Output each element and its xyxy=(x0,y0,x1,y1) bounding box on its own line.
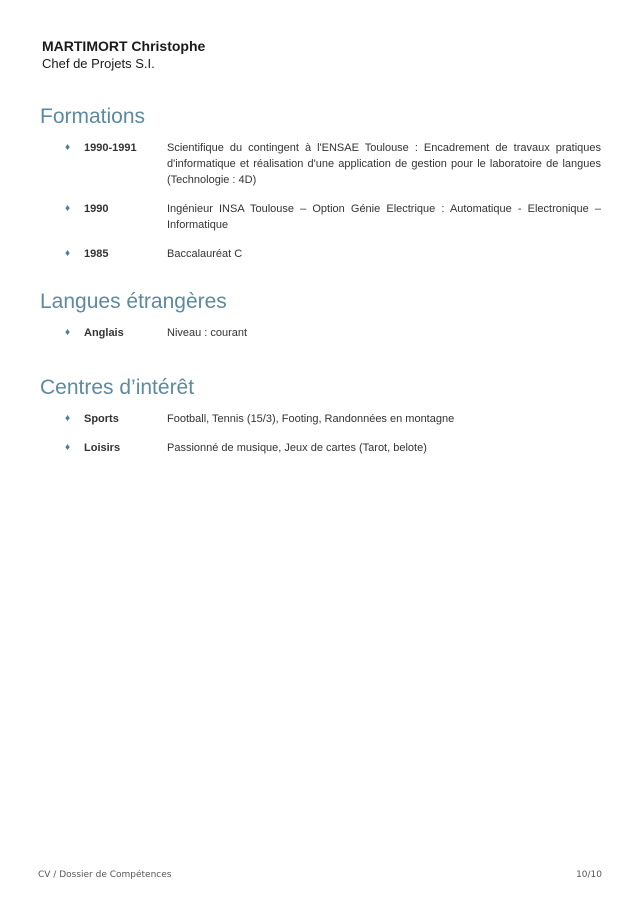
section-title: Centres d’intérêt xyxy=(40,376,195,399)
section-formations xyxy=(40,104,610,275)
list-item xyxy=(40,246,610,262)
diamond-bullet-icon: ♦ xyxy=(65,442,71,453)
footer-page-number: 10/10 xyxy=(576,870,602,880)
section-title: Langues étrangères xyxy=(40,290,227,313)
entry-description: Baccalauréat C xyxy=(167,248,243,260)
diamond-bullet-icon: ♦ xyxy=(65,248,71,259)
diamond-bullet-icon: ♦ xyxy=(65,327,71,338)
section-interets xyxy=(40,375,610,469)
list-item xyxy=(40,140,610,188)
list-item xyxy=(40,440,610,456)
entry-label: 1990-1991 xyxy=(84,142,137,154)
person-name: MARTIMORT Christophe xyxy=(42,38,206,54)
entry-description: Scientifique du contingent à l'ENSAE Toulouse : Encadrement de travaux pratiques d'informatique et réalisation d'une application de gestion pour le laboratoire de langues (Technologie : 4D) xyxy=(167,142,601,186)
entry-label: 1990 xyxy=(84,203,109,215)
list-item xyxy=(40,411,610,427)
diamond-bullet-icon: ♦ xyxy=(65,413,71,424)
diamond-bullet-icon: ♦ xyxy=(65,142,71,153)
header xyxy=(42,38,205,72)
entry-description: Niveau : courant xyxy=(167,327,248,339)
section-langues xyxy=(40,289,610,354)
entry-label: 1985 xyxy=(84,248,109,260)
entry-description: Football, Tennis (15/3), Footing, Randonnées en montagne xyxy=(167,413,455,425)
list-item xyxy=(40,325,610,341)
job-title: Chef de Projets S.I. xyxy=(42,56,155,71)
section-title: Formations xyxy=(40,105,146,128)
entry-label: Loisirs xyxy=(84,442,121,454)
entry-label: Anglais xyxy=(84,327,124,339)
diamond-bullet-icon: ♦ xyxy=(65,203,71,214)
footer-document-title: CV / Dossier de Compétences xyxy=(38,870,172,880)
entry-description: Passionné de musique, Jeux de cartes (Tarot, belote) xyxy=(167,442,427,454)
entry-label: Sports xyxy=(84,413,119,425)
list-item xyxy=(40,201,610,233)
entry-description: Ingénieur INSA Toulouse – Option Génie Electrique : Automatique - Electronique – Informatique xyxy=(167,203,601,231)
